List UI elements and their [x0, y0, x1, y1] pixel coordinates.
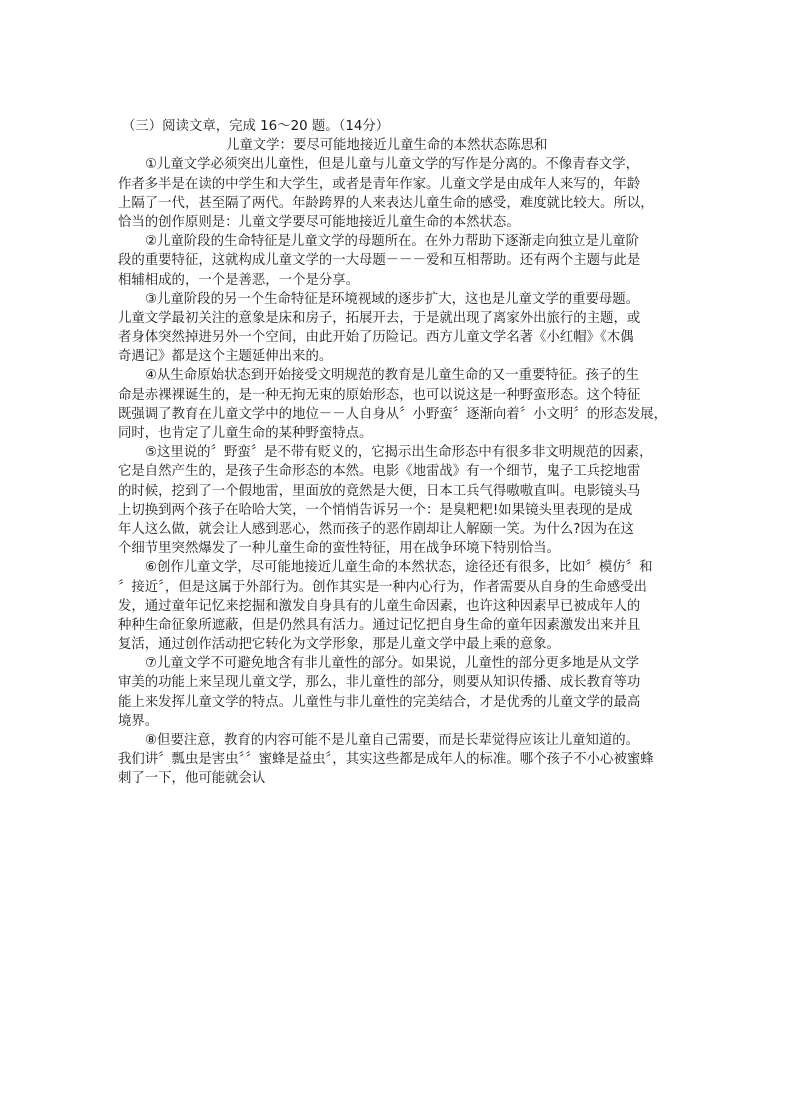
paragraph-line: ⑦儿童文学不可避免地含有非儿童性的部分。如果说，儿童性的部分更多地是从文学 — [145, 656, 640, 672]
paragraph-line: ⑥创作儿童文学，尽可能地接近儿童生命的本然状态，途径还有很多，比如〞模仿〞和 — [145, 560, 653, 576]
paragraph-line: 个细节里突然爆发了一种儿童生命的蛮性特征，用在战争环境下特别恰当。 — [118, 541, 560, 557]
paragraph-1 — [118, 155, 670, 232]
section-heading: （三）阅读文章，完成 16～20 题。（14分） — [122, 119, 390, 134]
paragraph-line: 同时，也肯定了儿童生命的某种野蛮特点。 — [118, 426, 373, 441]
paragraph-line: ⑤这里说的〞野蛮〞是不带有贬义的，它揭示出生命形态中有很多非文明规范的因素， — [145, 445, 653, 461]
paragraph-line: 儿童文学最初关注的意象是床和房子，拓展开去，于是就出现了离家外出旅行的主题，或 — [118, 310, 641, 326]
paragraph-line: 复活，通过创作活动把它转化为文学形象，那是儿童文学中最上乘的意象。 — [118, 637, 560, 653]
document-page — [118, 117, 670, 789]
paragraph-line: 者身体突然掉进另外一个空间，由此开始了历险记。西方儿童文学名著《小红帽》《木偶 — [118, 330, 634, 346]
paragraph-line: 它是自然产生的，是孩子生命形态的本然。电影《地雷战》有一个细节，鬼子工兵挖地雷 — [118, 464, 641, 480]
paragraph-line: 审美的功能上来呈现儿童文学，那么，非儿童性的部分，则要从知识传播、成长教育等功 — [118, 675, 641, 691]
paragraph-line: ①儿童文学必须突出儿童性，但是儿童与儿童文学的写作是分离的。不像青春文学， — [145, 157, 640, 173]
paragraph-line: ④从生命原始状态到开始接受文明规范的教育是儿童生命的又一重要特征。孩子的生 — [145, 368, 640, 384]
paragraph-line: 命是赤裸裸诞生的，是一种无拘无束的原始形态，也可以说这是一种野蛮形态。这个特征 — [118, 387, 641, 403]
paragraph-line: 年人这么做，就会让人感到恶心，然而孩子的恶作剧却让人解颐一笑。为什么?因为在这 — [118, 521, 634, 537]
paragraph-line: 上切换到两个孩子在哈哈大笑，一个悄悄告诉另一个：是臭粑粑!如果镜头里表现的是成 — [118, 502, 633, 518]
paragraph-line: 发，通过童年记忆来挖掘和激发自身具有的儿童生命因素，也许这种因素早已被成年人的 — [118, 598, 641, 614]
paragraph-line: 刺了一下，他可能就会认 — [118, 771, 266, 787]
paragraph-line: 奇遇记》都是这个主题延伸出来的。 — [118, 349, 333, 365]
paragraph-6 — [118, 558, 670, 654]
paragraph-line: ②儿童阶段的生命特征是儿童文学的母题所在。在外力帮助下逐渐走向独立是儿童阶 — [145, 234, 640, 250]
paragraph-line: 〞接近〞，但是这属于外部行为。创作其实是一种内心行为，作者需要从自身的生命感受出 — [118, 579, 647, 595]
paragraph-line: 段的重要特征，这就构成儿童文学的一大母题－－－爱和互相帮助。还有两个主题与此是 — [118, 253, 641, 269]
paragraph-line: 恰当的创作原则是：儿童文学要尽可能地接近儿童生命的本然状态。 — [118, 214, 520, 230]
paragraph-line: 我们讲〞瓢虫是害虫〞〞蜜蜂是益虫〞，其实这些都是成年人的标准。哪个孩子不小心被蜜蜂 — [118, 752, 654, 768]
paragraph-2 — [118, 232, 670, 290]
paragraph-7 — [118, 654, 670, 731]
paragraph-line: 种种生命征象所遮蔽，但是仍然具有活力。通过记忆把自身生命的童年因素激发出来并且 — [118, 617, 641, 633]
paragraph-line: 相辅相成的，一个是善恶，一个是分享。 — [118, 272, 360, 288]
paragraph-line: 境界。 — [118, 713, 159, 729]
paragraph-line: ⑧但要注意，教育的内容可能不是儿童自己需要，而是长辈觉得应该让儿童知道的。 — [145, 733, 640, 748]
paragraph-line: 能上来发挥儿童文学的特点。儿童性与非儿童性的完美结合，才是优秀的儿童文学的最高 — [118, 694, 641, 710]
paragraph-line: 既强调了教育在儿童文学中的地位－－人自身从〞小野蛮〞逐渐向着〞小文明〞的形态发展， — [118, 406, 668, 422]
paragraph-3 — [118, 290, 670, 367]
paragraph-line: ③儿童阶段的另一个生命特征是环境视域的逐步扩大，这也是儿童文学的重要母题。 — [145, 291, 640, 307]
paragraph-line: 的时候，挖到了一个假地雷，里面放的竟然是大便，日本工兵气得嗷嗷直叫。电影镜头马 — [118, 483, 641, 499]
paragraph-4 — [118, 366, 670, 443]
article-title: 儿童文学：要尽可能地接近儿童生命的本然状态陈思和 — [226, 138, 548, 154]
paragraph-5 — [118, 443, 670, 558]
paragraph-line: 作者多半是在读的中学生和大学生，或者是青年作家。儿童文学是由成年人来写的，年龄 — [118, 176, 641, 192]
paragraph-line: 上隔了一代，甚至隔了两代。年龄跨界的人来表达儿童生命的感受，难度就比较大。所以， — [118, 195, 654, 211]
paragraph-8 — [118, 731, 670, 789]
